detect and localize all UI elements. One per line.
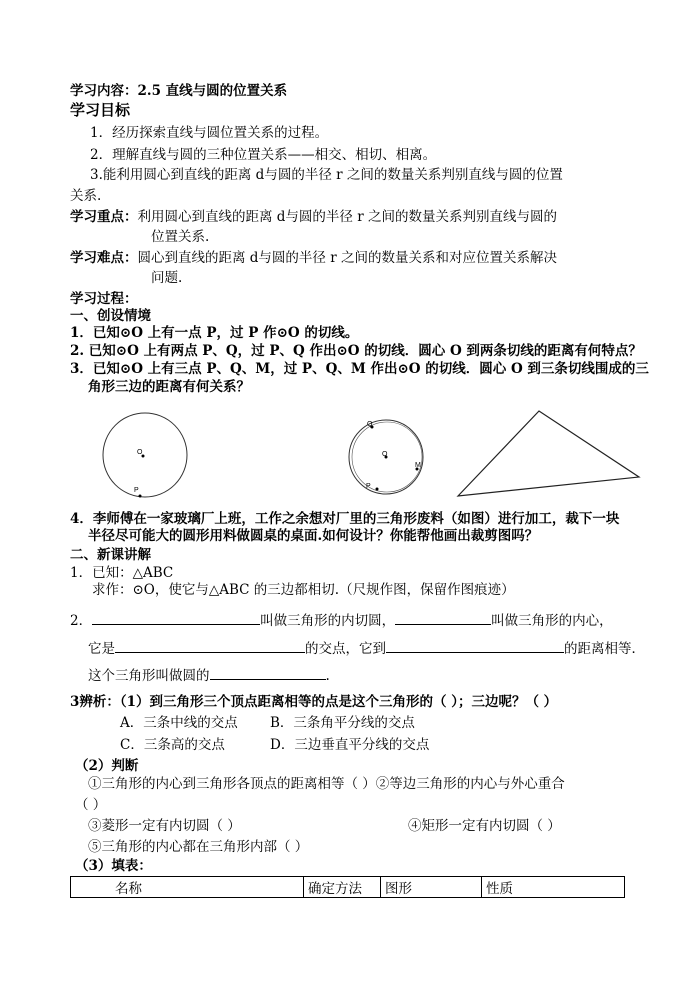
option-c: C．三条高的交点 [120,737,225,753]
question-4: 4．李师傅在一家玻璃厂上班，工作之余想对厂里的三角形废料（如图）进行加工，裁下一块 [70,511,620,527]
item2-equal-text: 的距离相等． [564,641,645,657]
key-point-text: 利用圆心到直线的距离 d与圆的半径 r 之间的数量关系判别直线与圆的 [137,209,557,225]
fill-table-heading: （3）填表： [75,858,152,874]
key-point-line [70,209,557,226]
blank-intersection-of[interactable] [115,639,305,653]
judge-heading: （2）判断 [75,758,139,774]
point-p-dot [376,488,379,491]
goal-item-1: 1．经历探索直线与圆位置关系的过程。 [90,125,329,141]
section2-item2-line2 [88,639,645,658]
item2-prefix: 2． [70,613,93,629]
question-4-cont: 半径尽可能大的圆形用料做圆桌的桌面.如何设计？你能帮他画出裁剪图吗？ [88,528,539,544]
difficulty-text: 圆心到直线的距离 d与圆的半径 r 之间的数量关系和对应位置关系解决 [137,250,557,266]
key-point-text-cont: 位置关系. [151,229,210,245]
figure-circle-one-point [100,410,192,502]
table-header-figure: 图形 [381,877,482,898]
table-header-row [71,877,625,898]
circle-outline [103,413,187,497]
point-p-label: P [134,487,139,494]
item2-incircle-text: 叫做三角形的内切圆， [260,613,396,629]
judge-item-3: ③菱形一定有内切圆（ ） [88,818,241,834]
section2-item2-line3 [88,666,330,685]
blank-incircle-definition[interactable] [92,611,260,625]
blank-distance-to[interactable] [386,639,564,653]
question-1: 1．已知⊙O 上有一点 P，过 P 作⊙O 的切线。 [70,325,359,341]
judge-item-2-blank: （ ） [75,797,107,813]
item2-incenter-text: 叫做三角形的内心， [491,613,613,629]
item2-triangle-text: 这个三角形叫做圆的 [88,668,210,684]
difficulty-line [70,250,557,267]
judge-item-4: ④矩形一定有内切圆（ ） [408,818,561,834]
table-header-method: 确定方法 [304,877,381,898]
center-label: O [137,449,143,456]
blank-circle-name[interactable] [210,666,326,680]
question-3: 3．已知⊙O 上有三点 P、Q、M，过 P、Q、M 作出⊙O 的切线．圆心 O 到三条切线围成的三 [70,361,649,377]
option-a: A．三条中线的交点 [120,715,238,731]
question-2: 2. 已知⊙O 上有两点 P、Q，过 P、Q 作出⊙O 的切线．圆心 O 到两条切线的距离有何特点？ [70,343,642,359]
learning-content-title: 2.5 直线与圆的位置关系 [137,83,288,99]
item2-it-is: 它是 [88,641,115,657]
table-header-property: 性质 [482,877,625,898]
option-b: B．三条角平分线的交点 [270,715,415,731]
center-label: O [382,451,388,458]
section2-item2-line1 [70,611,613,630]
goal-item-2: 2．理解直线与圆的三种位置关系——相交、相切、相离。 [90,147,437,163]
section1-heading: 一、创设情境 [70,308,151,324]
property-table [70,876,625,898]
goal-item-3-cont: 关系. [70,188,102,204]
figure-circle-three-points [346,416,430,500]
section2-heading: 二、新课讲解 [70,547,151,563]
table-header-name: 名称 [71,877,304,898]
learning-content-line [70,83,287,100]
question-3-cont: 角形三边的距离有何关系？ [88,379,250,395]
point-m-label: M [415,462,421,469]
item2-period: . [325,668,330,684]
judge-item-5: ⑤三角形的内心都在三角形内部（ ） [88,839,309,855]
goal-item-3: 3.能利用圆心到直线的距离 d与圆的半径 r 之间的数量关系判别直线与圆的位置 [90,167,563,183]
discussion-question: 3辨析：（1）到三角形三个顶点距离相等的点是这个三角形的（ ）；三边呢？（ ） [70,694,558,710]
section2-item1-cont: 求作：⊙O，使它与△ABC 的三边都相切.（尺规作图，保留作图痕迹） [92,582,515,598]
option-d: D．三边垂直平分线的交点 [270,737,430,753]
point-p-label: P [366,483,371,490]
triangle-outline [458,411,639,496]
point-p-dot [139,495,142,498]
difficulty-text-cont: 问题. [151,270,183,286]
item2-intersection-text: 的交点，它到 [305,641,386,657]
section2-item1: 1．已知：△ABC [70,565,174,581]
difficulty-label: 学习难点： [70,250,138,266]
process-heading: 学习过程： [70,291,138,307]
learning-content-label: 学习内容： [70,83,138,99]
goals-heading: 学习目标 [70,101,131,119]
key-point-label: 学习重点： [70,209,138,225]
blank-incenter-definition[interactable] [395,611,491,625]
point-q-label: Q [367,421,373,428]
judge-item-1-2: ①三角形的内心到三角形各顶点的距离相等（ ）②等边三角形的内心与外心重合 [88,776,565,792]
figure-triangle-scrap [455,408,645,500]
